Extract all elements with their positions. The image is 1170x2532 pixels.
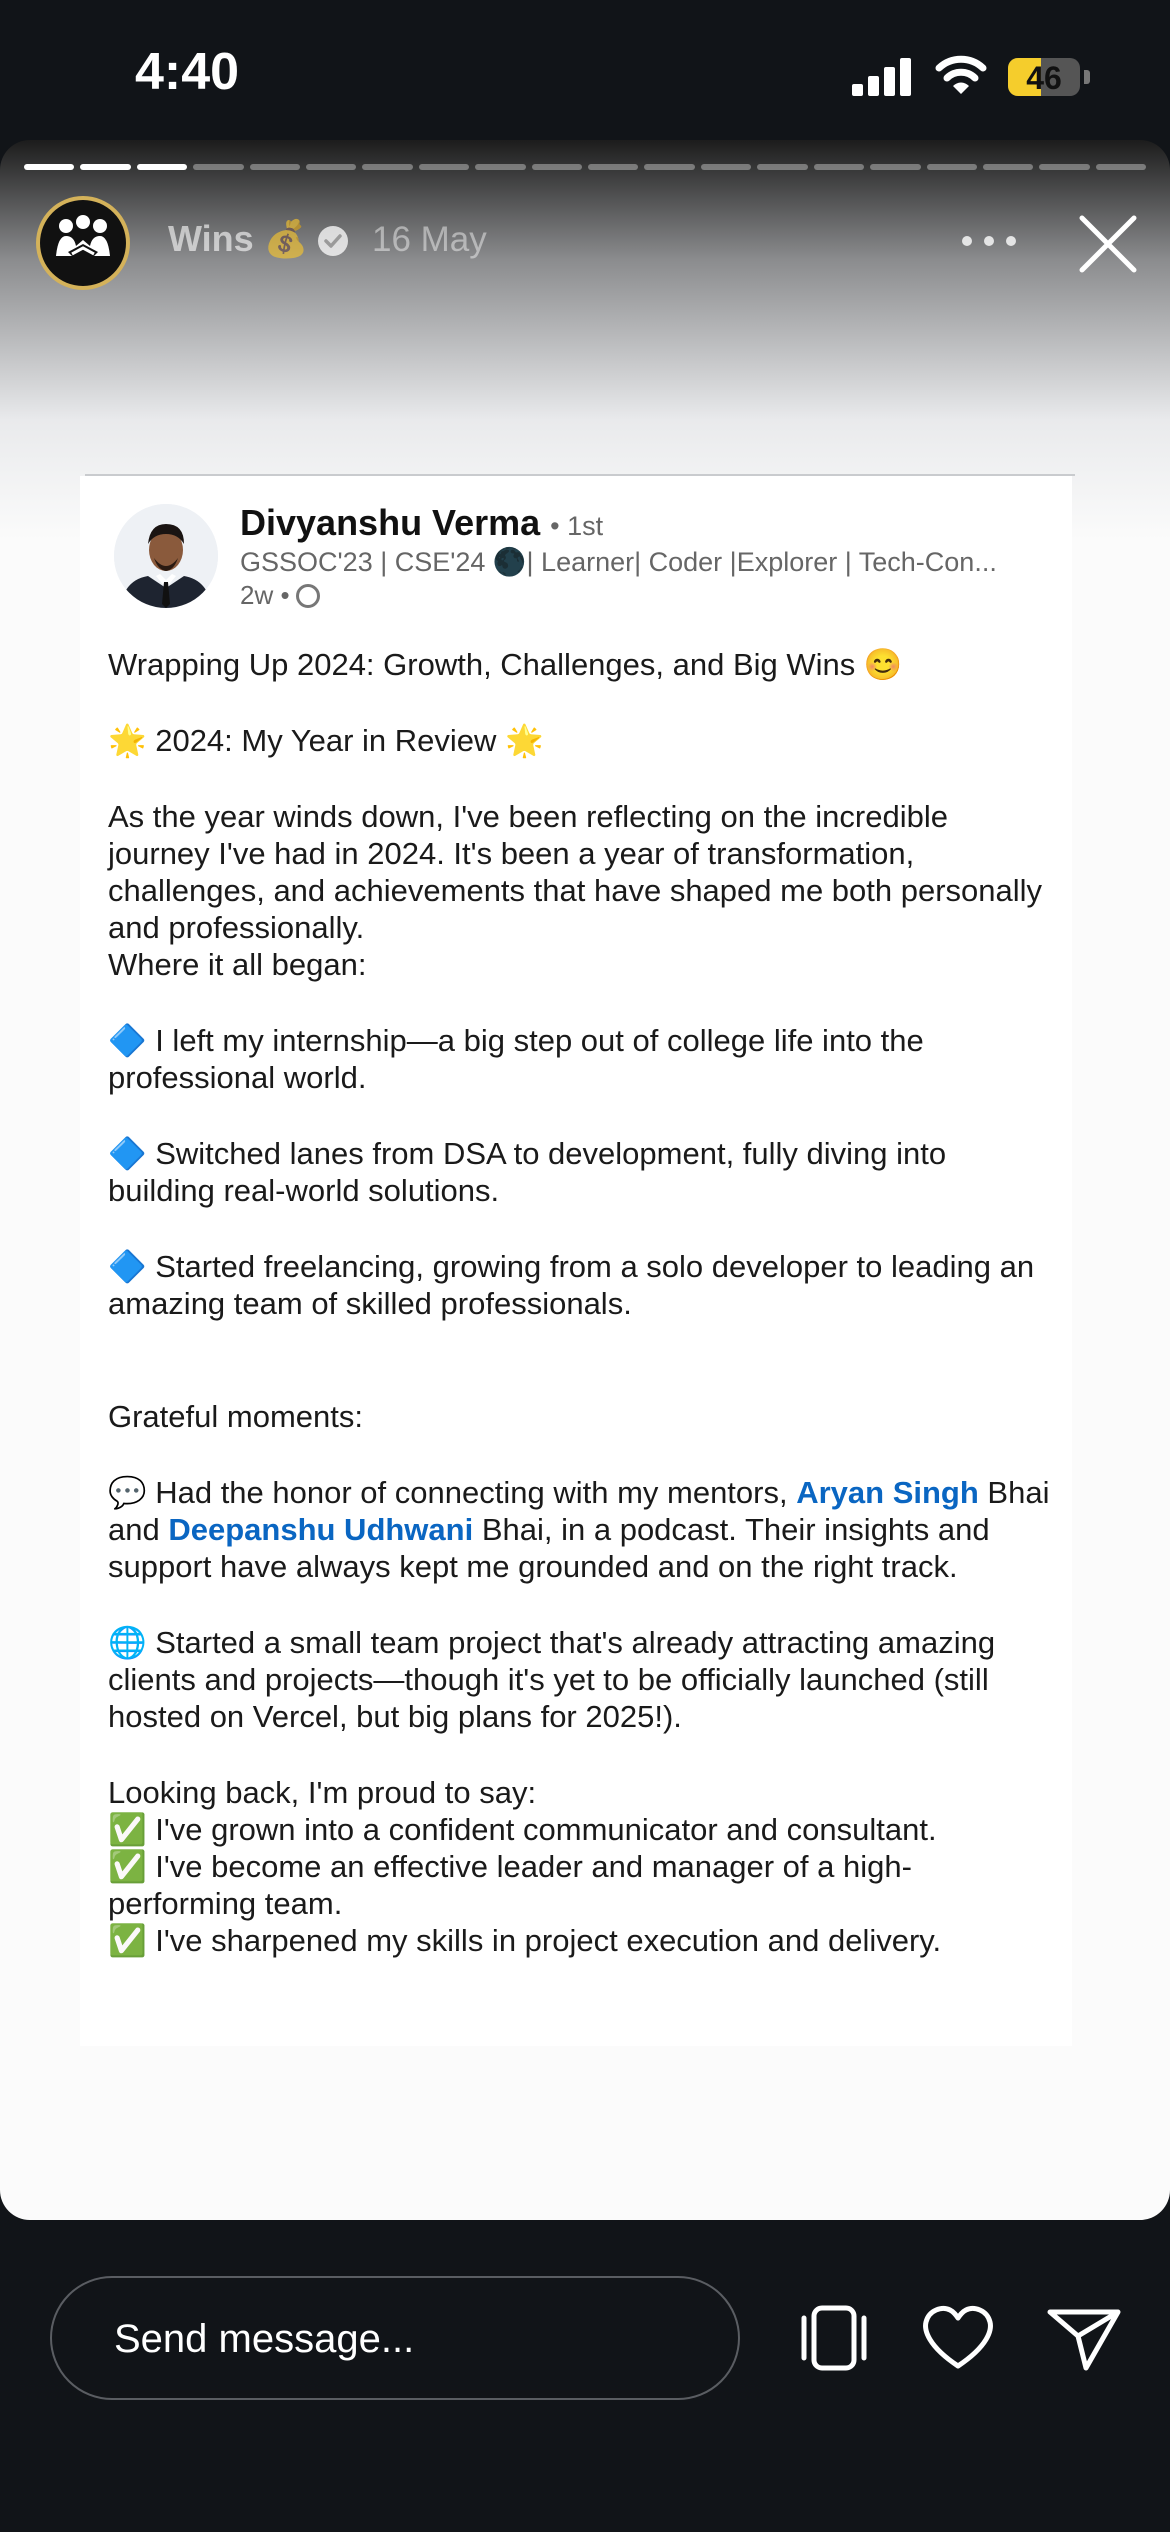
account-avatar[interactable] [36, 196, 130, 290]
year-review: 🌟 2024: My Year in Review 🌟 [108, 723, 544, 758]
bullet-item: 🔷 Started freelancing, growing from a solo developer to leading an amazing team of skilled professionals. [108, 1249, 1035, 1321]
battery-icon [1008, 58, 1080, 96]
mention-aryan-singh[interactable]: Aryan Singh [796, 1475, 979, 1510]
began-heading: Where it all began: [108, 947, 367, 982]
progress-segment [644, 164, 694, 170]
clock: 4:40 [135, 43, 240, 101]
progress-segment [588, 164, 638, 170]
grateful-heading: Grateful moments: [108, 1399, 363, 1434]
reply-bar [0, 2220, 1170, 2532]
progress-segment [927, 164, 977, 170]
grateful-middle: Bhai and [108, 1475, 1050, 1547]
account-name-text: Wins [168, 218, 254, 259]
progress-segment [701, 164, 751, 170]
author-name [240, 502, 603, 544]
grateful-prefix: 💬 Had the honor of connecting with my mentors, [108, 1475, 797, 1510]
carousel-icon[interactable] [794, 2298, 874, 2378]
bullet-item: 🔷 Switched lanes from DSA to development, fully diving into building real-world solutions. [108, 1136, 947, 1208]
send-icon[interactable] [1044, 2298, 1124, 2378]
heart-icon[interactable] [918, 2298, 998, 2378]
story-viewer[interactable] [0, 140, 1170, 2220]
account-name[interactable] [168, 218, 309, 260]
progress-segment [870, 164, 920, 170]
progress-segment [814, 164, 864, 170]
author-avatar [114, 504, 218, 608]
progress-segment [24, 164, 74, 170]
check-item: ✅ I've grown into a confident communicator and consultant. [108, 1812, 937, 1847]
close-icon[interactable] [1076, 212, 1140, 276]
intro-paragraph: As the year winds down, I've been reflecting on the incredible journey I've had in 2024. It's been a year of transformation, challenges, and achievements that have shaped me both personally and professionally. [108, 799, 1043, 945]
send-message-input[interactable] [112, 2308, 676, 2370]
progress-segment [1039, 164, 1089, 170]
globe-icon [296, 584, 320, 608]
progress-segment [193, 164, 243, 170]
post-time-text: 2w • [240, 580, 290, 610]
progress-segment [419, 164, 469, 170]
battery-tip [1084, 70, 1090, 84]
progress-segment [1096, 164, 1146, 170]
post-title: Wrapping Up 2024: Growth, Challenges, and Big Wins 😊 [108, 647, 903, 682]
grateful-suffix: Bhai, in a podcast. Their insights and support have always kept me grounded and on the right track. [108, 1512, 990, 1584]
money-bag-emoji: 💰 [263, 218, 309, 259]
progress-segment [757, 164, 807, 170]
battery-level: 46 [1026, 60, 1062, 96]
handshake-logo-icon [40, 200, 126, 286]
progress-segment [362, 164, 412, 170]
progress-segment [80, 164, 130, 170]
wifi-icon [935, 52, 987, 98]
post-body [108, 646, 1058, 1959]
person-photo-icon [114, 504, 218, 608]
progress-segment [250, 164, 300, 170]
verified-badge-icon [316, 224, 350, 258]
grateful-item-mentors [108, 1474, 1058, 1585]
check-item: ✅ I've sharpened my skills in project execution and delivery. [108, 1923, 942, 1958]
post-time [240, 580, 320, 611]
author-name-text: Divyanshu Verma [240, 502, 541, 543]
story-date: 16 May [372, 220, 487, 259]
author-headline: GSSOC'23 | CSE'24 🌑| Learner| Coder |Explorer | Tech-Con... [240, 547, 997, 577]
progress-segment [306, 164, 356, 170]
connection-degree: • 1st [550, 511, 604, 541]
progress-segment [475, 164, 525, 170]
progress-segment [532, 164, 582, 170]
check-item: ✅ I've become an effective leader and manager of a high-performing team. [108, 1849, 912, 1921]
status-bar [0, 0, 1170, 140]
grateful-item-project: 🌐 Started a small team project that's already attracting amazing clients and projects—though it's yet to be officially launched (still hosted on Vercel, but big plans for 2025!). [108, 1625, 996, 1734]
progress-segment [983, 164, 1033, 170]
story-progress [24, 164, 1146, 170]
looking-back-heading: Looking back, I'm proud to say: [108, 1775, 537, 1810]
signal-icon [852, 58, 912, 96]
linkedin-post-screenshot [80, 476, 1072, 2046]
more-dots-icon[interactable] [962, 236, 1022, 250]
bullet-item: 🔷 I left my internship—a big step out of college life into the professional world. [108, 1023, 924, 1095]
mention-deepanshu-udhwani[interactable]: Deepanshu Udhwani [168, 1512, 474, 1547]
progress-segment [137, 164, 187, 170]
send-message-field[interactable] [50, 2276, 740, 2400]
